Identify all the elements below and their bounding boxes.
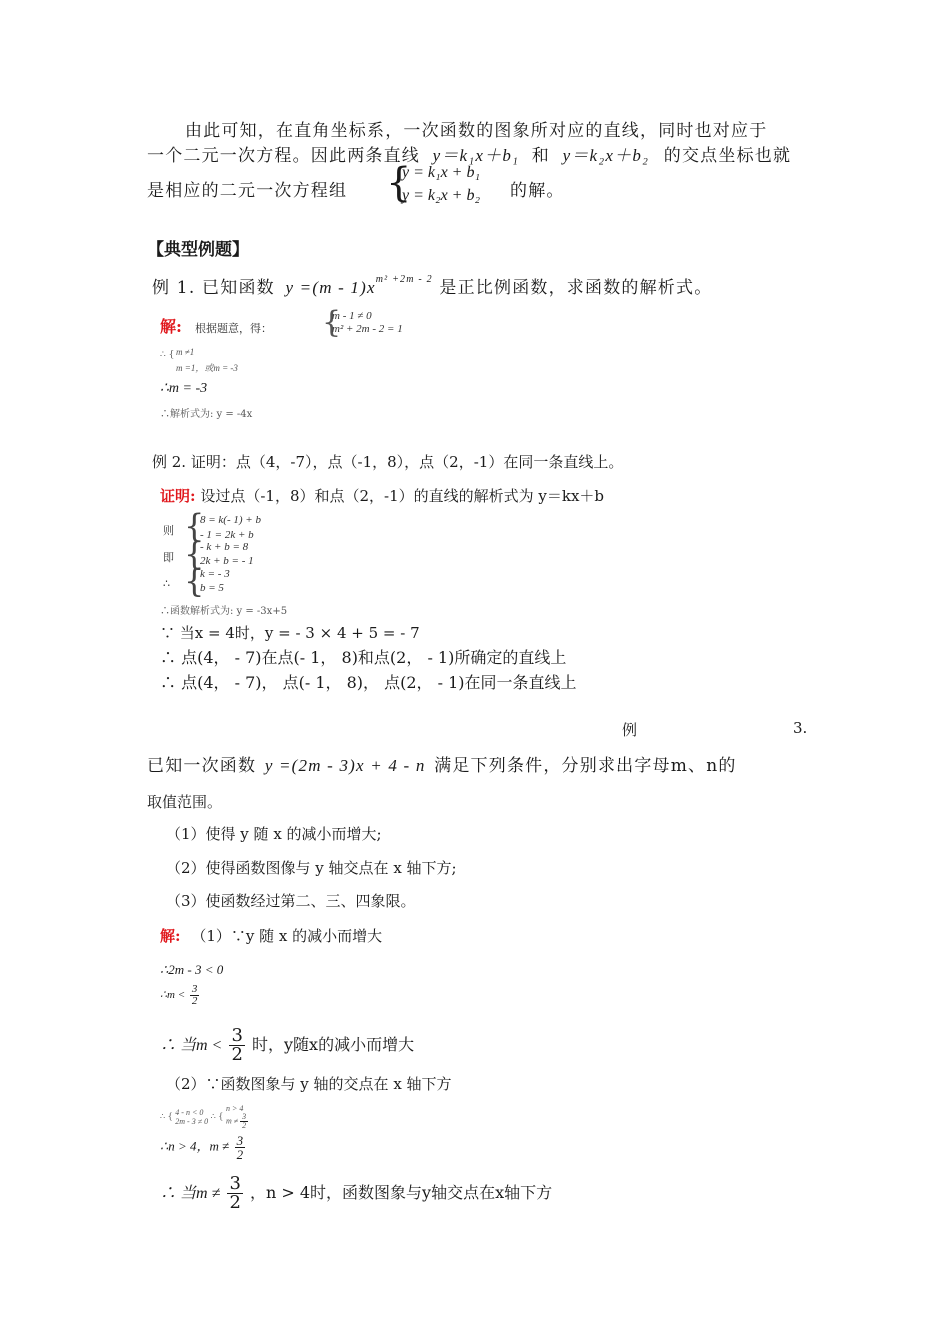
intro-system-eq-2: y = k₂x + b₂ bbox=[402, 187, 481, 204]
ex3-question bbox=[147, 751, 737, 776]
ex2-conclusion-2: ∴ 点(4， - 7)， 点(- 1， 8)， 点(2， - 1)在同一条直线上 bbox=[160, 673, 577, 692]
fraction-denominator: 2 bbox=[229, 1192, 241, 1213]
ex2-function: ∴函数解析式为: y = -3x+5 bbox=[160, 606, 288, 617]
fraction-denominator: 2 bbox=[191, 995, 198, 1007]
ex3-text-b: 满足下列条件，分别求出字母m、n的 bbox=[434, 756, 737, 776]
ex3-question-1: （1）使得 y 随 x 的减小而增大; bbox=[166, 825, 382, 843]
ex3-step-b1-s1: 4 - n < 0 bbox=[175, 1108, 204, 1117]
ex3-question-3: （3）使函数经过第二、三、四象限。 bbox=[166, 892, 416, 910]
ex2-question bbox=[152, 451, 623, 472]
ex2-when: ∵ 当x = 4时，y = - 3 × 4 + 5 = - 7 bbox=[160, 624, 420, 642]
ex3-step-b1-r2 bbox=[226, 1113, 250, 1130]
ex3-solution-label: 解: bbox=[160, 927, 181, 945]
ex1-solution-text: 根据题意，得： bbox=[195, 322, 273, 335]
ex2-proof-label: 证明: bbox=[160, 487, 196, 505]
ex3-step-b2-pre: ∴n > 4，m ≠ bbox=[160, 1138, 230, 1154]
ex1-label: 例 1. bbox=[152, 278, 196, 298]
fraction-numerator: 3 bbox=[191, 983, 198, 995]
ex2-proof-header bbox=[160, 485, 604, 506]
ex2-system-1b: - 1 = 2k + b bbox=[200, 529, 254, 541]
ex3-step-a3 bbox=[160, 1027, 414, 1064]
ex3-step-b1-brace: ∴ { bbox=[160, 1112, 173, 1121]
intro-line-3b: 的解。 bbox=[510, 181, 565, 201]
ex1-system-2: m² + 2m - 2 = 1 bbox=[332, 323, 403, 335]
intro-line-3: 是相应的二元一次方程组 bbox=[147, 181, 348, 201]
fraction-denominator: 2 bbox=[231, 1044, 243, 1065]
ex3-formula: y =(2m - 3)x + 4 - n bbox=[264, 756, 426, 775]
ex2-system-1a: 8 = k(- 1) + b bbox=[200, 514, 261, 526]
ex3-step-a1: ∴2m - 3 < 0 bbox=[160, 962, 224, 977]
ex3-step-a2-pre: ∴m < bbox=[160, 989, 186, 1002]
intro-system-brace: { bbox=[386, 160, 412, 206]
ex3-fraction-a3 bbox=[229, 1027, 244, 1064]
ex2-brace-2: { bbox=[184, 535, 205, 573]
ex3-step-b1-r2-text: m ≠ bbox=[225, 1116, 239, 1126]
ex3-solution-1 bbox=[160, 925, 382, 946]
ex2-brace-1: { bbox=[184, 507, 205, 545]
fraction-denominator: 2 bbox=[236, 1147, 244, 1162]
intro-system-eq-1: y = k₁x + b₁ bbox=[402, 164, 481, 181]
fraction-numerator: 3 bbox=[231, 1025, 243, 1046]
ex1-text-b: 是正比例函数，求函数的解析式。 bbox=[439, 278, 713, 298]
ex3-step-a3-pre: ∴ 当m < bbox=[160, 1037, 223, 1054]
ex1-step-1a: m ≠1 bbox=[176, 347, 195, 357]
intro-line-2a: 一个二元一次方程。因此两条直线 bbox=[147, 146, 420, 166]
ex3-solution-2: （2）∵函数图象与 y 轴的交点在 x 轴下方 bbox=[166, 1075, 452, 1093]
ex3-step-a2 bbox=[160, 984, 201, 1007]
ex3-step-b3 bbox=[160, 1175, 552, 1212]
fraction-numerator: 3 bbox=[242, 1112, 247, 1121]
ex3-step-b3-pre: ∴ 当m ≠ bbox=[160, 1185, 221, 1202]
ex3-step-b3-post: ，n > 4时，函数图象与y轴交点在x轴下方 bbox=[249, 1183, 553, 1202]
ex3-step-b1-result bbox=[226, 1104, 250, 1130]
intro-and: 和 bbox=[531, 146, 550, 166]
ex1-step-2: ∴m = -3 bbox=[160, 381, 208, 396]
ex3-step-b1-r1: n > 4 bbox=[225, 1104, 244, 1113]
ex2-then: 则 bbox=[163, 524, 174, 537]
ex2-label: 例 2. bbox=[152, 453, 187, 471]
ex3-label-b: 3. bbox=[793, 719, 808, 737]
ex3-fraction-b3 bbox=[227, 1175, 242, 1212]
ex1-solution-label: 解: bbox=[160, 317, 182, 336]
ex2-system-3b: b = 5 bbox=[200, 582, 224, 594]
ex2-text: 证明：点（4，-7），点（-1，8），点（2，-1）在同一条直线上。 bbox=[190, 453, 624, 471]
ex1-system-1: m - 1 ≠ 0 bbox=[332, 310, 372, 322]
ex2-conclusion-1: ∴ 点(4， - 7)在点(- 1， 8)和点(2， - 1)所确定的直线上 bbox=[160, 648, 567, 667]
ex1-question bbox=[152, 273, 712, 298]
intro-equation-1: y＝k₁x＋b₁ bbox=[432, 146, 520, 165]
ex3-fraction-b2 bbox=[235, 1134, 246, 1161]
ex3-step-b1 bbox=[160, 1104, 250, 1130]
ex1-step-1b: m =1，或m = -3 bbox=[176, 363, 238, 373]
ex2-system-3a: k = - 3 bbox=[200, 568, 230, 580]
intro-equation-2: y＝k₂x＋b₂ bbox=[562, 146, 650, 165]
ex3-question-2: （2）使得函数图像与 y 轴交点在 x 轴下方; bbox=[166, 859, 457, 877]
ex3-step-b1-s2: 2m - 3 ≠ 0 bbox=[175, 1117, 209, 1126]
ex3-text-a: 已知一次函数 bbox=[147, 756, 257, 776]
fraction-numerator: 3 bbox=[236, 1133, 244, 1148]
ex2-proof-text: 设过点（-1，8）和点（2，-1）的直线的解析式为 y＝kx＋b bbox=[200, 487, 605, 505]
ex2-therefore: ∴ bbox=[163, 577, 170, 590]
intro-line-2 bbox=[147, 141, 791, 166]
fraction-numerator: 3 bbox=[229, 1173, 241, 1194]
ex1-solution-header bbox=[160, 314, 272, 337]
ex3-step-a3-post: 时，y随x的减小而增大 bbox=[252, 1035, 415, 1054]
ex2-system-2a: - k + b = 8 bbox=[200, 541, 249, 553]
ex3-step-b2 bbox=[160, 1134, 247, 1161]
ex1-formula: y =(m - 1)x bbox=[285, 278, 376, 297]
ex3-step-b1-brace-2: ∴ { bbox=[210, 1112, 224, 1121]
intro-line-1: 由此可知，在直角坐标系，一次函数的图象所对应的直线，同时也对应于 bbox=[185, 121, 768, 141]
ex3-fraction-b1 bbox=[240, 1113, 248, 1130]
ex1-step-3: ∴解析式为: y = -4x bbox=[160, 409, 253, 420]
ex1-therefore-brace: ∴ { bbox=[160, 350, 175, 360]
ex1-text-a: 已知函数 bbox=[202, 278, 275, 298]
ex3-fraction-a2 bbox=[190, 984, 200, 1007]
ex2-brace-3: { bbox=[184, 562, 205, 600]
ex3-label-a: 例 bbox=[622, 721, 638, 739]
intro-line-2b: 的交点坐标也就 bbox=[663, 146, 792, 166]
ex1-system-brace: { bbox=[322, 305, 342, 340]
ex1-exponent: m² +2m - 2 bbox=[375, 274, 433, 286]
ex3-solution-1-text: （1）∵y 随 x 的减小而增大 bbox=[191, 927, 383, 945]
ex3-text-c: 取值范围。 bbox=[147, 793, 223, 811]
section-title: 【典型例题】 bbox=[147, 240, 249, 260]
fraction-denominator: 2 bbox=[242, 1121, 247, 1130]
ex2-system-2b: 2k + b = - 1 bbox=[200, 555, 254, 567]
ex3-step-b1-system bbox=[175, 1108, 208, 1126]
ex2-ie: 即 bbox=[163, 551, 174, 564]
